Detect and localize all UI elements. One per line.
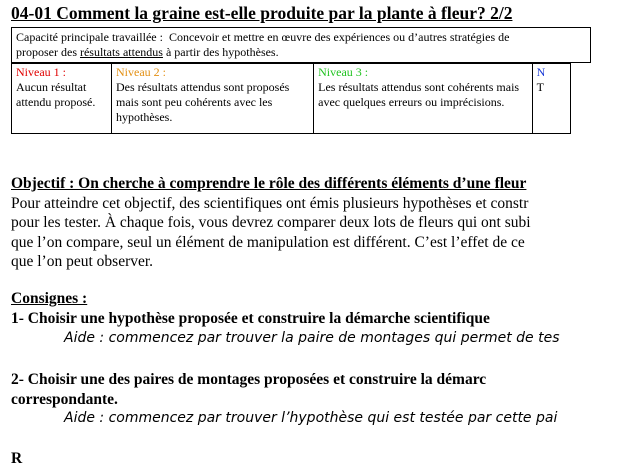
consigne-item-2 — [11, 370, 631, 409]
level-description: Les résultats attendus sont cohérents mais avec quelques erreurs ou imprécisions. — [318, 80, 520, 109]
level-cell-2 — [112, 64, 314, 134]
level-name: N — [536, 65, 546, 79]
competence-box — [11, 27, 591, 63]
competence-line-1 — [16, 30, 586, 45]
competence-text: Concevoir et mettre en œuvre des expériences ou d’autres stratégies de — [168, 30, 510, 44]
level-cell-1 — [12, 64, 112, 134]
competence-line2-after: à partir des hypothèses. — [162, 45, 279, 59]
aide-1: Aide : commencez par trouver la paire de montages qui permet de tes — [64, 330, 560, 346]
consigne-item-1: 1- Choisir une hypothèse proposée et construire la démarche scientifique — [11, 309, 490, 327]
competence-line-2 — [16, 45, 586, 60]
next-section-partial — [11, 449, 631, 469]
aide-2: Aide : commencez par trouver l’hypothèse qui est testée par cette pai — [64, 410, 558, 426]
level-name: Niveau 1 : — [16, 65, 66, 79]
levels-row — [12, 64, 571, 134]
level-description: T — [536, 80, 544, 94]
consigne-item-2-line-1: 2- Choisir une des paires de montages proposées et construire la démarc — [11, 371, 487, 388]
level-description: Des résultats attendus sont proposés mais sont peu cohérents avec les hypothèses. — [116, 80, 290, 124]
level-name: Niveau 2 : — [116, 65, 167, 79]
objectif-line-3: que l’on compare, seul un élément de manipulation est différent. C’est l’effet de ce — [11, 233, 525, 251]
page-title: 04-01 Comment la graine est-elle produite par la plante à fleur? 2/2 — [11, 3, 513, 23]
competence-label: Capacité principale travaillée : — [16, 30, 163, 44]
objectif-line-4: que l’on peut observer. — [11, 253, 154, 270]
objectif-line-2: pour les tester. À chaque fois, vous devrez comparer deux lots de fleurs qui ont subi — [11, 214, 531, 231]
competence-underlined: résultats attendus — [79, 45, 163, 59]
consignes-heading: Consignes : — [11, 290, 88, 307]
consigne-item-2-line-2: correspondante. — [11, 390, 118, 408]
objectif-heading: Objectif : On cherche à comprendre le rôle des différents éléments d’une fleur — [11, 175, 527, 192]
level-name: Niveau 3 : — [318, 65, 369, 79]
objectif-section — [11, 174, 631, 272]
level-description: Aucun résultat attendu proposé. — [16, 80, 96, 109]
next-section-heading: R — [11, 450, 23, 467]
level-cell-3 — [314, 64, 532, 134]
consignes-section — [11, 289, 631, 328]
levels-table — [11, 63, 571, 134]
competence-line2-before: proposer des — [16, 45, 80, 59]
objectif-line-1: Pour atteindre cet objectif, des scientifiques ont émis plusieurs hypothèses et constr — [11, 194, 529, 212]
level-cell-4 — [532, 64, 570, 134]
